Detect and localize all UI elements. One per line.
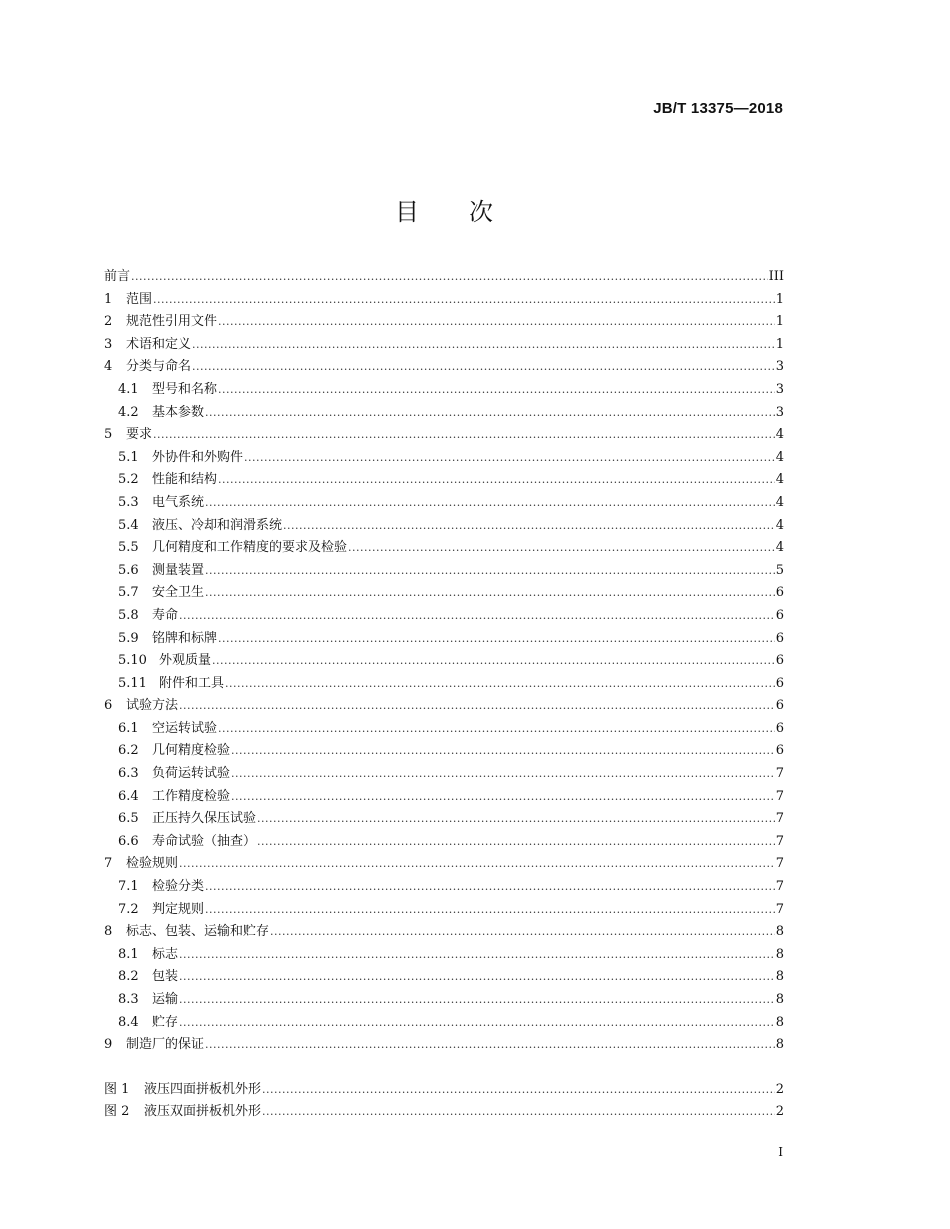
toc-page-number: 4: [775, 449, 784, 465]
toc-entry-number: 7.2: [118, 901, 139, 917]
toc-entry-title: 分类与命名: [126, 359, 192, 375]
toc-page-number: 6: [775, 720, 784, 736]
toc-entry[interactable]: [104, 288, 784, 311]
toc-entry-number: 8.3: [118, 992, 139, 1007]
toc-entry-number: 4.1: [118, 381, 139, 397]
figure-title: 液压双面拼板机外形: [144, 1104, 262, 1120]
toc-page-number: 8: [775, 924, 784, 940]
toc-entry-title: 铭牌和标牌: [152, 630, 218, 646]
toc-entry[interactable]: [104, 807, 784, 830]
toc-entry[interactable]: [104, 604, 784, 627]
toc-entry-title: 运输: [152, 992, 179, 1007]
toc-entry[interactable]: [104, 1011, 784, 1034]
toc-page-number: 8: [775, 969, 784, 985]
dot-leader: [218, 473, 775, 486]
dot-leader: [218, 632, 775, 645]
toc-page-number: 8: [775, 1014, 784, 1030]
toc-entry-number: 5.9: [118, 630, 139, 646]
dot-leader: [205, 496, 775, 509]
toc-entry[interactable]: [104, 920, 784, 943]
table-of-contents: [104, 265, 784, 1123]
toc-entry[interactable]: [104, 898, 784, 921]
toc-page-number: 4: [775, 540, 784, 556]
toc-entry-title: 规范性引用文件: [126, 314, 218, 330]
toc-entry[interactable]: [104, 355, 784, 378]
toc-entry-title: 标志: [152, 946, 179, 962]
toc-entry-title: 电气系统: [152, 494, 205, 510]
dot-leader: [179, 1016, 775, 1029]
toc-page-number: 7: [775, 766, 784, 782]
dot-leader: [212, 654, 775, 667]
toc-page-number: 7: [775, 811, 784, 827]
toc-page-number: 5: [775, 562, 784, 578]
toc-entry-title: 前言: [104, 269, 131, 284]
toc-entry[interactable]: [104, 965, 784, 988]
dot-leader: [225, 677, 775, 690]
toc-entry-title: 性能和结构: [152, 472, 218, 488]
toc-entry[interactable]: [104, 514, 784, 537]
figure-title: 液压四面拼板机外形: [144, 1081, 262, 1097]
dot-leader: [231, 744, 775, 757]
toc-page-number: 4: [775, 494, 784, 510]
toc-entry-number: 2: [104, 314, 113, 330]
dot-leader: [179, 970, 775, 983]
toc-page-number: 6: [775, 630, 784, 646]
toc-page-number: 1: [775, 291, 784, 307]
toc-page-number: 1: [775, 314, 784, 330]
toc-entry[interactable]: [104, 852, 784, 875]
toc-page-number: 6: [775, 698, 784, 714]
dot-leader: [257, 812, 775, 825]
toc-entry-number: 6.2: [118, 743, 139, 759]
dot-leader: [262, 1105, 775, 1118]
toc-page-number: 3: [775, 381, 784, 397]
toc-entry[interactable]: [104, 830, 784, 853]
toc-page-number: 7: [775, 901, 784, 917]
toc-entry-number: 4: [104, 359, 113, 375]
toc-entry-title: 附件和工具: [159, 675, 225, 691]
dot-leader: [348, 541, 775, 554]
toc-entry[interactable]: [104, 446, 784, 469]
dot-leader: [257, 835, 775, 848]
dot-leader: [192, 360, 775, 373]
toc-entry[interactable]: [104, 672, 784, 695]
toc-entry[interactable]: [104, 536, 784, 559]
dot-leader: [231, 767, 775, 780]
toc-entry-title: 工作精度检验: [152, 788, 231, 804]
dot-leader: [179, 699, 775, 712]
toc-entry[interactable]: [104, 762, 784, 785]
toc-entry-title: 要求: [126, 427, 153, 443]
toc-entry-title: 安全卫生: [152, 585, 205, 601]
toc-entry-number: 5.2: [118, 472, 139, 488]
toc-page-number: 4: [775, 517, 784, 533]
toc-entry[interactable]: [104, 988, 784, 1011]
dot-leader: [218, 722, 775, 735]
toc-entry-title: 空运转试验: [152, 720, 218, 736]
toc-entry-title: 寿命试验（抽查）: [152, 833, 257, 849]
toc-entry-number: 7: [104, 856, 113, 872]
dot-leader: [231, 790, 775, 803]
toc-page-number: 8: [775, 992, 784, 1007]
toc-entry[interactable]: [104, 627, 784, 650]
toc-entry[interactable]: [104, 468, 784, 491]
toc-entry[interactable]: [104, 310, 784, 333]
toc-entry-number: 3: [104, 336, 113, 352]
dot-leader: [244, 451, 775, 464]
toc-entry-number: 8.1: [118, 946, 139, 962]
toc-page-number: 6: [775, 585, 784, 601]
dot-leader: [270, 925, 775, 938]
toc-page-number: 3: [775, 404, 784, 420]
page-number: I: [778, 1145, 783, 1159]
dot-leader: [131, 270, 768, 283]
toc-entry[interactable]: [104, 491, 784, 514]
toc-entry-title: 负荷运转试验: [152, 766, 231, 782]
dot-leader: [262, 1083, 775, 1096]
toc-entry[interactable]: [104, 694, 784, 717]
toc-entry-number: 6.5: [118, 811, 139, 827]
toc-entry-title: 检验规则: [126, 856, 179, 872]
toc-entry-number: 1: [104, 291, 113, 307]
toc-page-number: 6: [775, 743, 784, 759]
toc-entry-title: 范围: [126, 291, 153, 307]
toc-entry-title: 制造厂的保证: [126, 1037, 205, 1053]
toc-entry[interactable]: [104, 875, 784, 898]
toc-entry-title: 试验方法: [126, 698, 179, 714]
toc-entry-title: 液压、冷却和润滑系统: [152, 517, 283, 533]
toc-entry-number: 5.6: [118, 562, 139, 578]
dot-leader: [179, 993, 775, 1006]
toc-page-number: 7: [775, 856, 784, 872]
toc-entry[interactable]: [104, 739, 784, 762]
toc-entry-title: 正压持久保压试验: [152, 811, 257, 827]
toc-page-number: 7: [775, 879, 784, 895]
dot-leader: [205, 1038, 775, 1051]
toc-entry-number: 5.4: [118, 517, 139, 533]
toc-entry-title: 测量装置: [152, 562, 205, 578]
toc-page-number: 2: [775, 1104, 784, 1120]
toc-page-number: 4: [775, 427, 784, 443]
dot-leader: [205, 564, 775, 577]
dot-leader: [179, 609, 775, 622]
toc-entry[interactable]: [104, 423, 784, 446]
toc-entry[interactable]: [104, 378, 784, 401]
figure-number: 图 1: [104, 1081, 130, 1097]
toc-entry-number: 5.1: [118, 449, 139, 465]
dot-leader: [205, 880, 775, 893]
page-title-part2: 次: [469, 198, 495, 226]
toc-page-number: 2: [775, 1081, 784, 1097]
toc-entry-number: 5.7: [118, 585, 139, 601]
standard-number: JB/T 13375—2018: [653, 100, 783, 117]
toc-entry[interactable]: [104, 649, 784, 672]
toc-entry-title: 基本参数: [152, 404, 205, 420]
toc-entry-number: 6.6: [118, 833, 139, 849]
figure-list-item[interactable]: [104, 1100, 784, 1123]
toc-page-number: 6: [775, 607, 784, 623]
toc-entry[interactable]: [104, 401, 784, 424]
toc-page-number: 8: [775, 946, 784, 962]
toc-page-number: III: [768, 269, 784, 284]
toc-entry[interactable]: [104, 717, 784, 740]
toc-entry[interactable]: [104, 333, 784, 356]
toc-entry[interactable]: [104, 785, 784, 808]
toc-entry-number: 6: [104, 698, 113, 714]
toc-entry[interactable]: [104, 581, 784, 604]
toc-page-number: 8: [775, 1037, 784, 1053]
toc-page-number: 6: [775, 653, 784, 669]
toc-page-number: 3: [775, 359, 784, 375]
dot-leader: [153, 428, 775, 441]
toc-entry-title: 检验分类: [152, 879, 205, 895]
section-spacer: [104, 1056, 784, 1078]
toc-entry-number: 6.4: [118, 788, 139, 804]
figure-number: 图 2: [104, 1104, 130, 1120]
toc-entry-title: 贮存: [152, 1014, 179, 1030]
toc-entry-number: 5.8: [118, 607, 139, 623]
dot-leader: [218, 383, 775, 396]
toc-entry-title: 术语和定义: [126, 336, 192, 352]
toc-entry-number: 5.11: [118, 675, 147, 691]
dot-leader: [179, 948, 775, 961]
toc-entry-number: 8.4: [118, 1014, 139, 1030]
toc-entry[interactable]: [104, 1033, 784, 1056]
dot-leader: [205, 903, 775, 916]
toc-entry-number: 5.10: [118, 653, 147, 669]
dot-leader: [205, 586, 775, 599]
dot-leader: [218, 315, 775, 328]
dot-leader: [179, 857, 775, 870]
toc-entry-number: 6.1: [118, 720, 139, 736]
page-title-part1: 目: [395, 198, 421, 226]
toc-entry-title: 型号和名称: [152, 381, 218, 397]
toc-entry-title: 标志、包装、运输和贮存: [126, 924, 270, 940]
dot-leader: [153, 293, 775, 306]
toc-entry-number: 4.2: [118, 404, 139, 420]
toc-entry[interactable]: [104, 265, 784, 288]
toc-entry-number: 6.3: [118, 766, 139, 782]
page-title: [0, 192, 890, 227]
dot-leader: [192, 338, 775, 351]
toc-entry-title: 外观质量: [159, 653, 212, 669]
toc-page-number: 7: [775, 788, 784, 804]
toc-entry-number: 8: [104, 924, 113, 940]
figure-list-item[interactable]: [104, 1078, 784, 1101]
toc-entry-number: 5: [104, 427, 113, 443]
dot-leader: [283, 519, 775, 532]
toc-entry-number: 8.2: [118, 969, 139, 985]
toc-page-number: 6: [775, 675, 784, 691]
toc-entry-title: 几何精度检验: [152, 743, 231, 759]
toc-entry[interactable]: [104, 559, 784, 582]
toc-entry[interactable]: [104, 943, 784, 966]
toc-page-number: 4: [775, 472, 784, 488]
toc-entry-title: 寿命: [152, 607, 179, 623]
toc-page-number: 7: [775, 833, 784, 849]
toc-entry-number: 9: [104, 1037, 113, 1053]
toc-page-number: 1: [775, 336, 784, 352]
toc-entry-number: 5.3: [118, 494, 139, 510]
toc-entry-number: 7.1: [118, 879, 139, 895]
toc-entry-number: 5.5: [118, 540, 139, 556]
toc-entry-title: 几何精度和工作精度的要求及检验: [152, 540, 348, 556]
dot-leader: [205, 406, 775, 419]
toc-entry-title: 外协件和外购件: [152, 449, 244, 465]
toc-entry-title: 包装: [152, 969, 179, 985]
toc-entry-title: 判定规则: [152, 901, 205, 917]
